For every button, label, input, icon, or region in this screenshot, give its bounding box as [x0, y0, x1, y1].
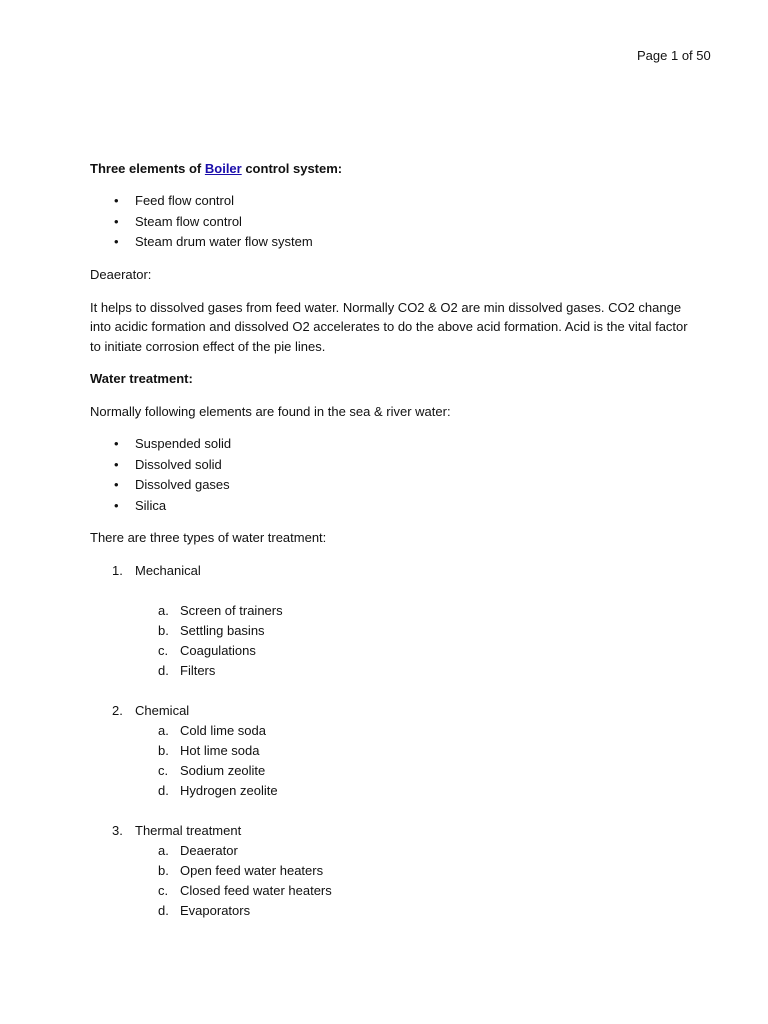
sublist-item-text: Hot lime soda — [180, 743, 260, 758]
list-item — [90, 434, 690, 455]
sublist-item-text: Hydrogen zeolite — [180, 783, 278, 798]
treatment-type-label: Thermal treatment — [135, 823, 242, 838]
treatment-types-list — [90, 561, 690, 921]
heading-text-before: Three elements of — [90, 161, 205, 176]
sublist-item-text: Filters — [180, 663, 216, 678]
sublist-letter: a. — [158, 603, 169, 618]
bullet-icon: • — [114, 477, 119, 492]
treatment-types-intro: There are three types of water treatment: — [90, 530, 327, 545]
water-elements-list — [90, 434, 690, 516]
sublist-letter: c. — [158, 763, 169, 778]
sublist-letter: a. — [158, 843, 169, 858]
sublist-letter: c. — [158, 643, 169, 658]
list-item — [90, 212, 690, 233]
treatment-type-chemical — [90, 701, 690, 801]
treatment-type-mechanical — [90, 561, 690, 681]
sublist-item-text: Settling basins — [180, 623, 265, 638]
treatment-type-thermal — [90, 821, 690, 921]
sublist-item-text: Screen of trainers — [180, 603, 283, 618]
sublist-item-text: Open feed water heaters — [180, 863, 324, 878]
deaerator-label: Deaerator: — [90, 266, 152, 282]
sublist-item-text: Cold lime soda — [180, 723, 266, 738]
water-elements-intro: Normally following elements are found in the sea & river water: — [90, 404, 451, 419]
bullet-icon: • — [114, 456, 119, 472]
page-number: Page 1 of 50 — [637, 48, 711, 63]
sublist-letter: a. — [158, 723, 169, 738]
water-treatment-heading: Water treatment: — [90, 371, 193, 386]
list-item — [90, 455, 690, 476]
chemical-sublist — [135, 721, 690, 801]
sublist-item-text: Sodium zeolite — [180, 763, 266, 778]
list-item-text: Dissolved solid — [135, 456, 222, 472]
sublist-item — [135, 781, 690, 801]
sublist-letter: d. — [158, 663, 169, 678]
sublist-item — [135, 641, 690, 661]
sublist-item — [135, 761, 690, 781]
bullet-icon: • — [114, 234, 119, 249]
sublist-letter: b. — [158, 863, 169, 878]
sublist-item-text: Evaporators — [180, 903, 251, 918]
deaerator-paragraph: It helps to dissolved gases from feed water. Normally CO2 & O2 are min dissolved gases. CO2 change into acidic formation and dissolved O2 accelerates to do the above acid formation. Acid is the vital factor to initiate corrosion effect of the pie lines. — [90, 299, 688, 354]
list-item — [90, 496, 690, 517]
sublist-letter: d. — [158, 783, 169, 798]
bullet-icon: • — [114, 213, 119, 229]
list-item-text: Feed flow control — [135, 193, 234, 208]
bullet-icon: • — [114, 497, 119, 513]
document-content — [90, 159, 690, 921]
mechanical-sublist — [135, 601, 690, 681]
sublist-item — [135, 721, 690, 741]
sublist-item — [135, 901, 690, 921]
treatment-type-label: Chemical — [135, 703, 190, 718]
list-number: 1. — [112, 563, 123, 578]
sublist-letter: b. — [158, 623, 169, 638]
sublist-item-text: Coagulations — [180, 643, 256, 658]
sublist-item-text: Closed feed water heaters — [180, 883, 332, 898]
list-number: 3. — [112, 823, 123, 838]
sublist-item — [135, 741, 690, 761]
treatment-type-label: Mechanical — [135, 563, 201, 578]
list-item-text: Silica — [135, 497, 167, 513]
list-item-text: Steam flow control — [135, 213, 242, 229]
sublist-letter: b. — [158, 743, 169, 758]
sublist-item — [135, 621, 690, 641]
sublist-letter: d. — [158, 903, 169, 918]
bullet-icon: • — [114, 436, 119, 451]
section-heading-boiler-control — [90, 159, 690, 179]
boiler-link[interactable]: Boiler — [204, 161, 242, 176]
list-item — [90, 232, 690, 253]
thermal-sublist — [135, 841, 690, 921]
sublist-item-text: Deaerator — [180, 843, 238, 858]
sublist-item — [135, 661, 690, 681]
sublist-item — [135, 841, 690, 861]
heading-text-after: control system: — [241, 161, 343, 176]
sublist-item — [135, 601, 690, 621]
list-item — [90, 191, 690, 212]
list-item-text: Suspended solid — [135, 436, 232, 451]
list-item — [90, 475, 690, 496]
list-item-text: Steam drum water flow system — [135, 234, 313, 249]
sublist-letter: c. — [158, 883, 169, 898]
sublist-item — [135, 861, 690, 881]
control-elements-list — [90, 191, 690, 253]
list-item-text: Dissolved gases — [135, 477, 230, 492]
sublist-item — [135, 881, 690, 901]
list-number: 2. — [112, 703, 123, 718]
bullet-icon: • — [114, 193, 119, 208]
